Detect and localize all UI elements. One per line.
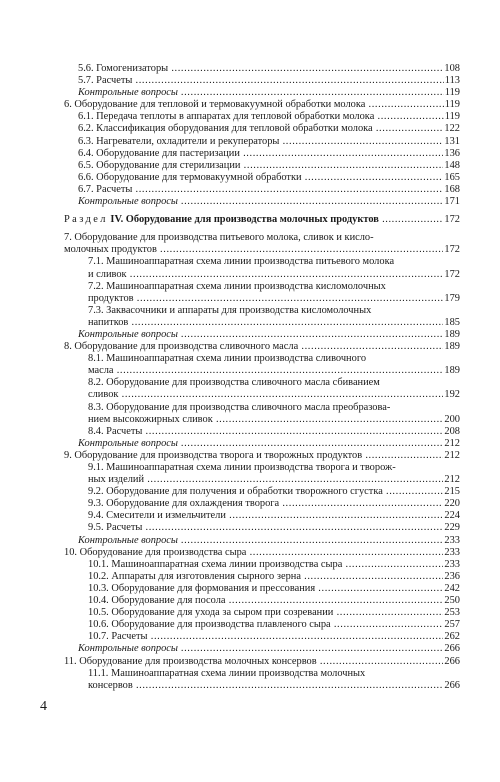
toc-page-number: 266	[444, 679, 460, 691]
toc-entry-title: Контрольные вопросы	[78, 328, 178, 340]
toc-page-number: 165	[444, 171, 460, 183]
toc-page-number: 257	[444, 619, 460, 631]
toc-page-number: 131	[444, 135, 460, 147]
toc-page-number: 192	[444, 389, 460, 401]
page-number: 4	[40, 699, 47, 714]
toc-entry	[64, 281, 460, 305]
toc-page-number: 172	[444, 268, 460, 280]
toc-entry	[64, 353, 460, 377]
toc-entry	[64, 99, 460, 111]
toc-page-number: 250	[444, 595, 460, 607]
toc-page-number: 119	[444, 111, 460, 123]
toc-page-number: 233	[444, 558, 460, 570]
toc-entry-title: консервов	[88, 679, 133, 691]
toc-entry-title: Контрольные вопросы	[78, 87, 178, 99]
toc-page-number: 212	[444, 449, 460, 461]
toc-entry	[64, 160, 460, 172]
toc-entry	[64, 136, 460, 148]
toc-page-number: 233	[444, 534, 460, 546]
toc-entry-title: Контрольные вопросы	[78, 534, 178, 546]
toc-entry-title: 10.6. Оборудование для производства плавленого сыра	[88, 619, 331, 631]
toc-entry-title: 9.3. Оборудование для охлаждения творога	[88, 498, 280, 510]
toc-entry	[64, 668, 460, 692]
toc-entry	[64, 87, 460, 99]
toc-page-number: 108	[444, 63, 460, 74]
toc-page-number: 113	[444, 75, 460, 87]
toc-page-number: 242	[444, 582, 460, 594]
toc-page-number: 189	[444, 328, 460, 340]
toc-entry-title: Контрольные вопросы	[78, 437, 178, 449]
toc-entry	[64, 184, 460, 196]
toc-entry-title: нием высокожирных сливок	[88, 413, 213, 425]
toc-entry-title: 7.3. Заквасочники и аппараты для производства кисломолочных	[88, 304, 372, 316]
toc-page-number: 212	[444, 437, 460, 449]
toc-entry	[64, 535, 460, 547]
toc-page-number: 208	[444, 425, 460, 437]
toc-page-number: 233	[444, 546, 460, 558]
toc-page-number: 212	[444, 474, 460, 486]
toc-entry	[64, 438, 460, 450]
toc-page-number: 189	[444, 341, 460, 353]
toc-entry	[64, 486, 460, 498]
toc-page-number: 172	[444, 244, 460, 256]
toc-page-number: 122	[444, 123, 460, 135]
toc-entry	[64, 123, 460, 135]
toc-entry	[64, 498, 460, 510]
toc-entry-title: 5.7. Расчеты	[78, 75, 133, 87]
toc-entry-title: 6.7. Расчеты	[78, 183, 133, 195]
toc-entry	[64, 559, 460, 571]
toc-entry	[64, 402, 460, 426]
toc-entry-title: ных изделий	[88, 474, 145, 486]
toc-page-number: 185	[444, 316, 460, 328]
toc-entry-title: 8.2. Оборудование для производства сливочного масла сбиванием	[88, 377, 380, 389]
toc-page-number: 253	[444, 607, 460, 619]
toc-entry-title: 6.2. Классификация оборудования для тепловой обработки молока	[78, 123, 373, 135]
toc-entry-title: 8.4. Расчеты	[88, 425, 143, 437]
toc-entry	[64, 196, 460, 208]
toc-entry-title: напитков	[88, 316, 129, 328]
toc-entry	[64, 619, 460, 631]
toc-entry	[64, 450, 460, 462]
toc-entry-title: 9.2. Оборудование для получения и обработки творожного сгустка	[88, 486, 383, 498]
toc-entry-title: 11. Оборудование для производства молочных консервов	[64, 655, 317, 667]
toc-page-number: 266	[444, 655, 460, 667]
toc-entry	[64, 329, 460, 341]
toc-page-number: 189	[444, 365, 460, 377]
toc-entry	[64, 607, 460, 619]
toc-page-number: 171	[444, 196, 460, 208]
toc-page-number: 179	[444, 292, 460, 304]
toc-entry	[64, 232, 460, 256]
toc-entry-title: 9.1. Машиноаппаратная схема линии производства творога и творож-	[88, 462, 396, 473]
toc-entry	[64, 656, 460, 668]
toc-page-number: 136	[444, 147, 460, 159]
toc-entry-title: 9. Оборудование для производства творога и творожных продуктов	[64, 449, 363, 461]
toc-entry-title: сливок	[88, 389, 119, 401]
toc-page-number: 229	[444, 522, 460, 534]
toc-entry-title: 10. Оборудование для производства сыра	[64, 546, 247, 558]
table-of-contents	[64, 63, 460, 692]
toc-entry-title: 8. Оборудование для производства сливочного масла	[64, 341, 299, 353]
toc-entry	[64, 377, 460, 401]
toc-entry-title: 10.4. Оборудование для посола	[88, 595, 226, 607]
toc-entry-title: IV. Оборудование для производства молочных продуктов	[110, 214, 379, 226]
toc-entry-title: 9.5. Расчеты	[88, 522, 143, 534]
toc-entry-title: 10.5. Оборудование для ухода за сыром при созревании	[88, 607, 334, 619]
toc-entry	[64, 75, 460, 87]
toc-page-number: 119	[444, 99, 460, 111]
toc-entry-title: 6.5. Оборудование для стерилизации	[78, 159, 241, 171]
toc-page-number: 200	[444, 413, 460, 425]
toc-entry-title: масла	[88, 365, 114, 377]
toc-entry-title: продуктов	[88, 292, 134, 304]
toc-entry-title: 7.2. Машиноаппаратная схема линии производства кисломолочных	[88, 280, 386, 292]
toc-entry-title: 5.6. Гомогенизаторы	[78, 63, 169, 74]
toc-page-number: 236	[444, 570, 460, 582]
toc-entry	[64, 256, 460, 280]
toc-entry-title: молочных продуктов	[64, 244, 157, 256]
toc-page-number: 172	[444, 214, 460, 226]
toc-entry	[64, 426, 460, 438]
toc-entry	[64, 571, 460, 583]
toc-entry-title: 6.6. Оборудование для термовакуумной обработки	[78, 171, 302, 183]
toc-entry-title: 10.3. Оборудование для формования и прессования	[88, 582, 316, 594]
toc-entry	[64, 510, 460, 522]
toc-entry-title: 6.4. Оборудование для пастеризации	[78, 147, 240, 159]
toc-page-number: 215	[444, 486, 460, 498]
toc-entry-title: 11.1. Машиноаппаратная схема линии производства молочных	[88, 667, 366, 679]
toc-entry	[64, 547, 460, 559]
toc-entry-title: 6. Оборудование для тепловой и термовакуумной обработки молока	[64, 99, 366, 111]
toc-entry-title: 8.1. Машиноаппаратная схема линии производства сливочного	[88, 353, 367, 365]
toc-entry-title: и сливок	[88, 268, 127, 280]
toc-entry	[64, 522, 460, 534]
toc-entry-title: 10.7. Расчеты	[88, 631, 148, 643]
toc-entry-title: Контрольные вопросы	[78, 196, 178, 208]
toc-entry	[64, 631, 460, 643]
toc-entry-title: 6.1. Передача теплоты в аппаратах для тепловой обработки молока	[78, 111, 375, 123]
toc-entry	[64, 583, 460, 595]
toc-entry-title: 7. Оборудование для производства питьевого молока, сливок и кисло-	[64, 232, 374, 244]
toc-page-number: 119	[444, 87, 460, 99]
toc-entry	[64, 595, 460, 607]
toc-page-number: 224	[444, 510, 460, 522]
toc-entry	[64, 643, 460, 655]
toc-entry-title: 8.3. Оборудование для производства сливочного масла преобразова-	[88, 401, 391, 413]
toc-page-number: 262	[444, 631, 460, 643]
toc-entry	[64, 341, 460, 353]
toc-page-number: 168	[444, 183, 460, 195]
toc-section-heading	[64, 214, 460, 226]
toc-entry	[64, 172, 460, 184]
toc-page-number: 266	[444, 643, 460, 655]
toc-entry-title: 9.4. Смесители и измельчители	[88, 510, 226, 522]
toc-entry-title: 10.2. Аппараты для изготовления сырного зерна	[88, 570, 301, 582]
toc-entry	[64, 148, 460, 160]
toc-entry-title: Контрольные вопросы	[78, 643, 178, 655]
toc-entry	[64, 63, 460, 75]
toc-entry-title: 10.1. Машиноаппаратная схема линии производства сыра	[88, 558, 343, 570]
toc-entry	[64, 462, 460, 486]
toc-page-number: 220	[444, 498, 460, 510]
section-prefix: Раздел	[64, 214, 108, 226]
toc-entry-title: 6.3. Нагреватели, охладители и рекуператоры	[78, 135, 280, 147]
toc-entry	[64, 305, 460, 329]
toc-entry	[64, 111, 460, 123]
toc-page-number: 148	[444, 159, 460, 171]
toc-entry-title: 7.1. Машиноаппаратная схема линии производства питьевого молока	[88, 256, 395, 268]
